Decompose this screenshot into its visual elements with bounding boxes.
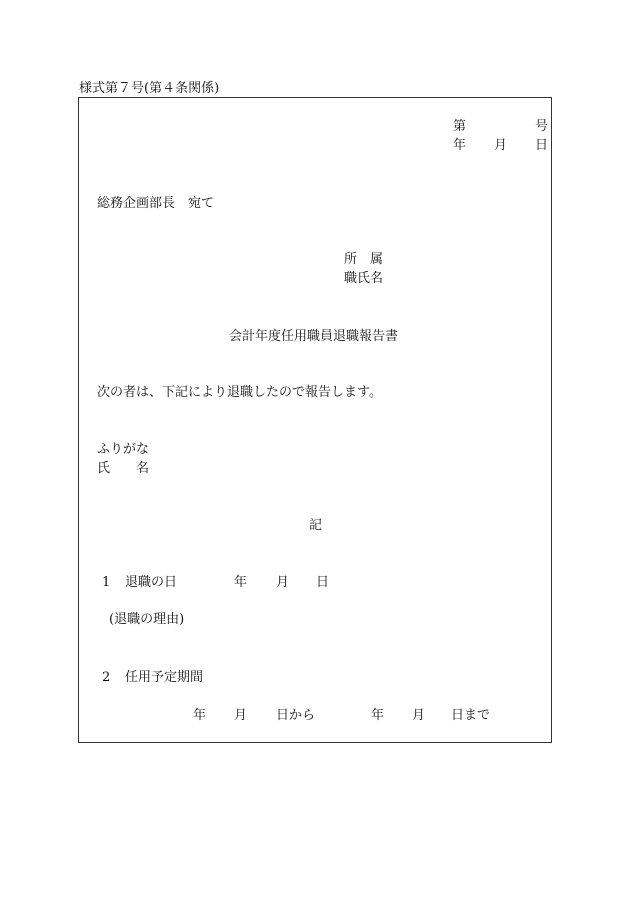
date-month: 月 (494, 138, 508, 153)
item1-month: 月 (276, 575, 290, 590)
furigana-label: ふりがな (97, 442, 150, 457)
item1-day: 日 (316, 575, 330, 590)
affiliation-label: 所 属 (344, 252, 384, 267)
ki-heading: 記 (309, 518, 323, 533)
addressee: 総務企画部長 宛て (97, 196, 215, 211)
period-to-month: 月 (412, 708, 426, 723)
number-suffix: 号 (535, 119, 549, 134)
document-title: 会計年度任用職員退職報告書 (229, 329, 399, 344)
date-day: 日 (535, 138, 549, 153)
item1-number: 1 (102, 575, 111, 590)
name-label: 氏 名 (97, 461, 150, 476)
period-from-year: 年 (193, 708, 207, 723)
period-to-day: 日まで (451, 708, 491, 723)
item2-label: 任用予定期間 (125, 670, 204, 685)
form-number-label: 様式第７号(第４条関係) (79, 81, 220, 96)
item2-number: 2 (102, 670, 111, 685)
number-prefix: 第 (453, 119, 467, 134)
item1-label: 退職の日 (125, 575, 178, 590)
period-from-day: 日から (276, 708, 316, 723)
period-to-year: 年 (371, 708, 385, 723)
date-year: 年 (453, 138, 467, 153)
title-name-label: 職氏名 (344, 271, 384, 286)
intro-sentence: 次の者は、下記により退職したので報告します。 (97, 385, 382, 400)
form-frame (78, 97, 552, 743)
reason-label: (退職の理由) (109, 612, 185, 627)
item1-year: 年 (234, 575, 248, 590)
period-from-month: 月 (234, 708, 248, 723)
